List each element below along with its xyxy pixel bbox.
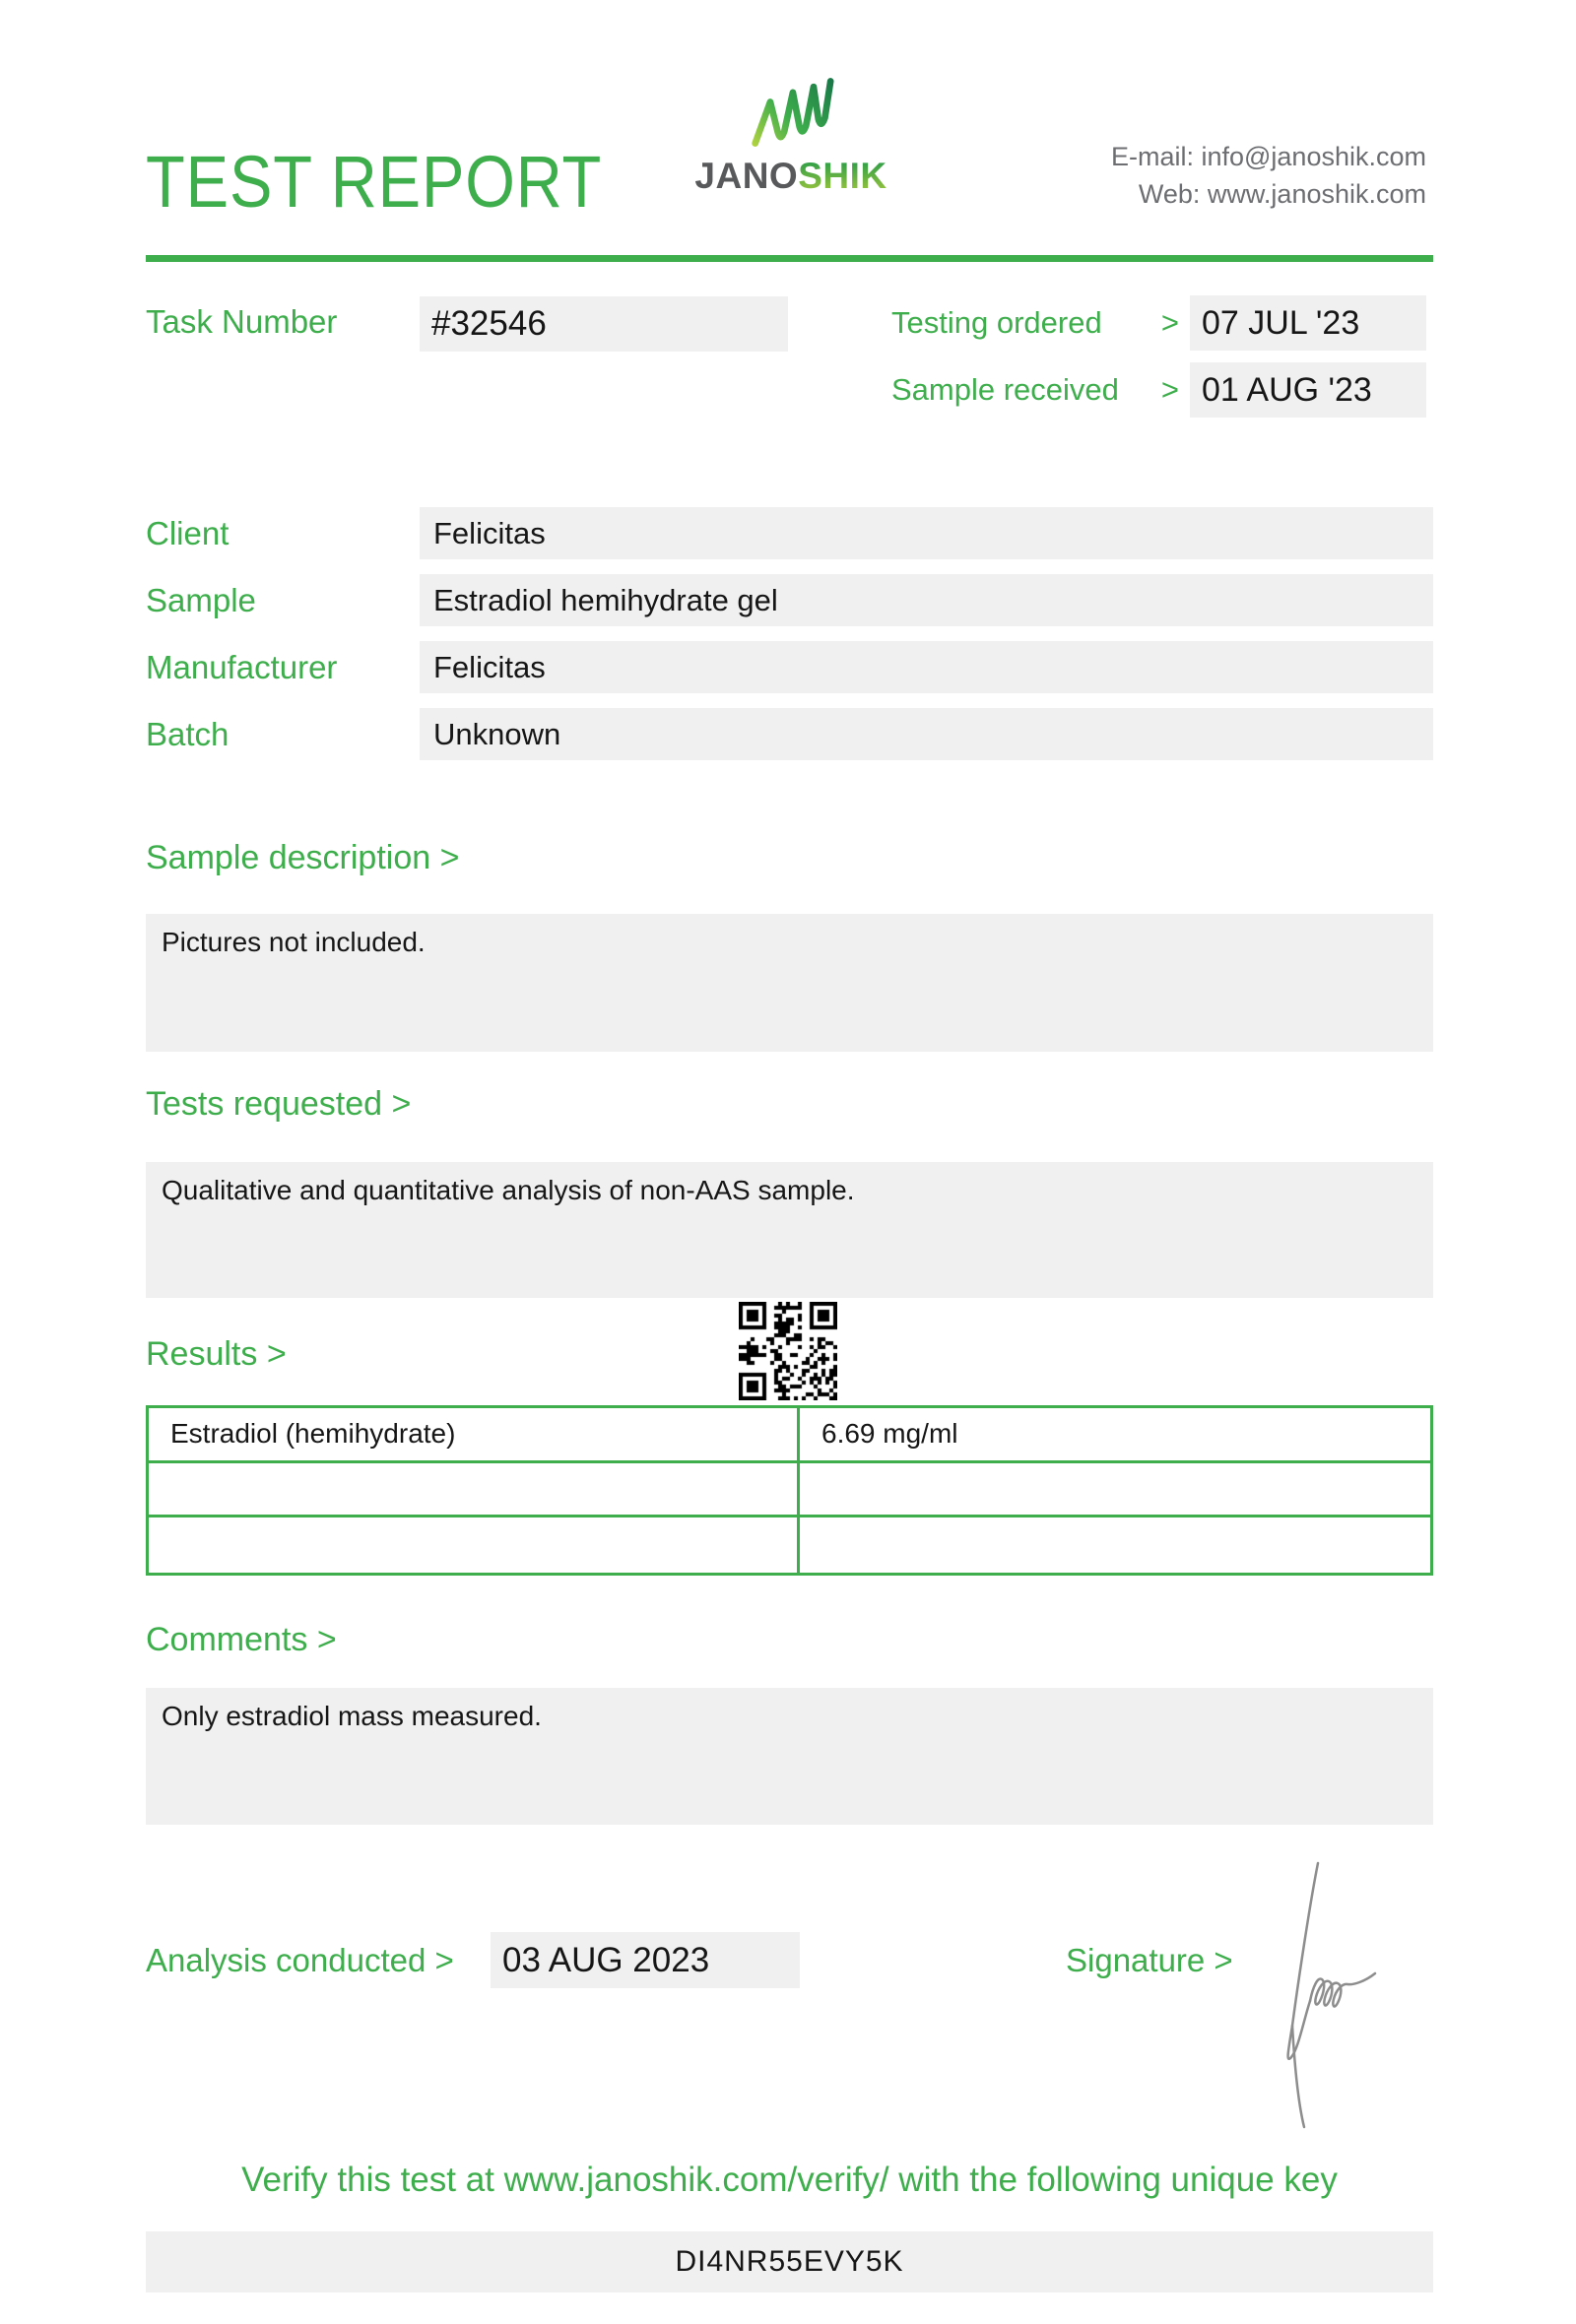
task-number-value: #32546: [420, 296, 788, 352]
chart-spikes-icon: [748, 73, 834, 152]
client-value: Felicitas: [420, 507, 1433, 559]
analysis-date-value: 03 AUG 2023: [491, 1932, 800, 1988]
contact-email: E-mail: info@janoshik.com: [1110, 142, 1426, 171]
logo-wordmark: [686, 156, 896, 197]
results-cell-analyte-2: [149, 1463, 800, 1518]
info-row-manufacturer: [146, 641, 1433, 693]
tests-requested-box: Qualitative and quantitative analysis of non-AAS sample.: [146, 1162, 1433, 1298]
batch-value: Unknown: [420, 708, 1433, 760]
tests-requested-heading: Tests requested >: [146, 1085, 412, 1123]
analysis-conducted-label: Analysis conducted >: [146, 1942, 454, 1978]
results-heading: Results >: [146, 1335, 287, 1373]
sample-received-label: Sample received: [891, 372, 1119, 407]
header-divider: [146, 255, 1433, 262]
verify-instruction: Verify this test at www.janoshik.com/verify/ with the following unique key: [241, 2161, 1338, 2199]
testing-ordered-row: [891, 305, 1179, 341]
arrow-icon: >: [1160, 305, 1179, 340]
comments-heading: Comments >: [146, 1621, 337, 1658]
results-table: [146, 1405, 1433, 1576]
logo-shik: SHIK: [798, 156, 887, 196]
testing-ordered-value: 07 JUL '23: [1190, 295, 1426, 351]
sample-label: Sample: [146, 582, 256, 618]
arrow-icon: >: [1160, 372, 1179, 407]
sample-value: Estradiol hemihydrate gel: [420, 574, 1433, 626]
comments-box: Only estradiol mass measured.: [146, 1688, 1433, 1825]
logo-jano: JANO: [694, 156, 799, 196]
results-cell-value-1: 6.69 mg/ml: [800, 1408, 1430, 1463]
results-cell-analyte-1: Estradiol (hemihydrate): [149, 1408, 800, 1463]
task-number-label: Task Number: [146, 303, 338, 340]
results-cell-value-2: [800, 1463, 1430, 1518]
verify-key: DI4NR55EVY5K: [146, 2231, 1433, 2292]
manufacturer-value: Felicitas: [420, 641, 1433, 693]
info-row-client: [146, 507, 1433, 559]
results-cell-analyte-3: [149, 1517, 800, 1573]
sample-received-row: [891, 372, 1179, 408]
qr-code: [739, 1302, 837, 1400]
signature-scribble: [1269, 1853, 1382, 2134]
results-cell-value-3: [800, 1517, 1430, 1573]
testing-ordered-label: Testing ordered: [891, 305, 1102, 340]
sample-description-heading: Sample description >: [146, 839, 460, 876]
contact-info: [1111, 138, 1426, 213]
page-title: TEST REPORT: [146, 141, 603, 223]
batch-label: Batch: [146, 716, 230, 752]
janoshik-logo: [686, 73, 896, 197]
info-row-batch: [146, 708, 1433, 760]
info-row-sample: [146, 574, 1433, 626]
sample-description-box: Pictures not included.: [146, 914, 1433, 1052]
signature-label: Signature >: [1066, 1942, 1233, 1978]
client-label: Client: [146, 515, 230, 551]
contact-web: Web: www.janoshik.com: [1138, 179, 1426, 209]
sample-received-value: 01 AUG '23: [1190, 362, 1426, 418]
manufacturer-label: Manufacturer: [146, 649, 338, 685]
